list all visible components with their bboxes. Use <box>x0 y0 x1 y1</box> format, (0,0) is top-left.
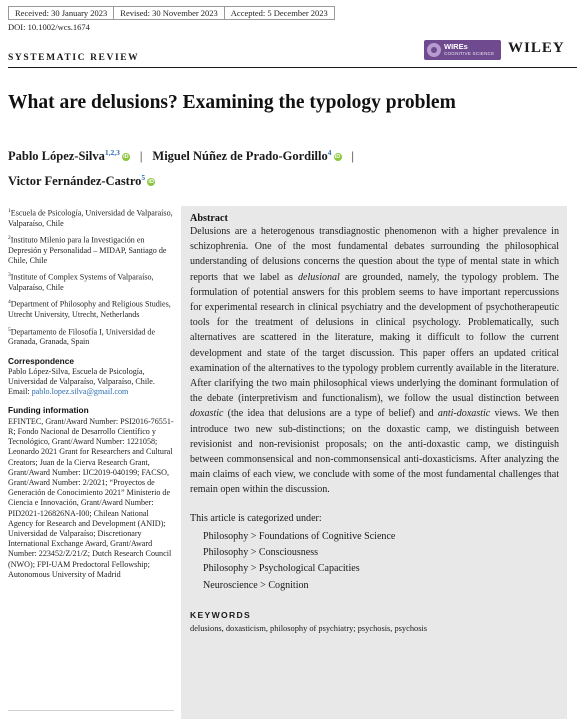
author-name: Victor Fernández-Castro <box>8 174 142 189</box>
category-list <box>190 529 559 595</box>
wires-journal-logo[interactable] <box>424 40 501 60</box>
categorization-intro: This article is categorized under: <box>190 512 322 524</box>
affiliation: $^4$Department of Philosophy and Religious Studies, Utrecht University, Utrecht, Netherlands <box>8 299 171 320</box>
affiliation: $^1$Escuela de Psicología, Universidad de Valparaíso, Valparaíso, Chile <box>8 208 173 228</box>
article-sidebar <box>8 206 174 580</box>
abstract-text: Delusions are a heterogenous transdiagnostic phenomenon with a higher prevalence in schizophrenia. One of the most fundamental debates surrounding the philosophical understanding of delusions concerns the question about the type of mental state in which reports that we label as delusional are grounded, namely, the typology problem. The formulation of potential answers for this problem seems to have important repercussions for experimental research in clinical psychiatry and the development of psychotherapeutic tools for the treatment of delusions in clinical psychology. Problematically, such alternatives are scattered in the literature, making it difficult to follow the current development and state of the target discussion. This paper offers an updated critical examination of the alternatives to the typology problem currently available in the literature. After clarifying the two main philosophical views underlying the dominant formulation of the debate (interpretivism and functionalism), we follow the usual distinction between doxastic (the idea that delusions are a type of belief) and anti-doxastic views. We then introduce two new sub-distinctions; on the doxastic camp, we distinguish between revisionist and non-revisionist proposals; on the anti-doxastic camp, we distinguish between commonsensical and non-commonsensical anti-doxasticisms. After analyzing the main claims of each view, we conclude with some of the most fundamental challenges that remain open within the discussion. <box>190 226 559 496</box>
category-item[interactable]: Philosophy > Consciousness <box>203 547 319 559</box>
funding-text: EFINTEC, Grant/Award Number: PSI2016-76551-R; Fondo Nacional de Desarrollo Científico y Tecnológico, Grant/Award Number: 1221058; Leonardo 2021 Grant for Researchers and Cultural Creators; Juan de la Cierva Research Grant, Grant/Award Number: IJC2019-040199; FACSO, Grant/Award Number: 2/2021; “Proyectos de Generación de Conocimiento 2021” Ministerio de Ciencia e Innovación, Grant/Award Number: PID2021-126826NA-I00; Chilean National Agency for Research and Development (ANID); Universidad de Valparaíso; Discretionary International Exchange Award, Grant/Award Number: 223452/Z/21/Z; Dutch Research Council (NWO); FPI-UAM Predoctoral Fellowship; Autonomous University of Madrid <box>8 416 174 579</box>
publisher-logo[interactable]: WILEY <box>508 40 565 56</box>
received-date: Received: 30 January 2023 <box>9 7 114 19</box>
correspondence-heading: Correspondence <box>8 355 74 366</box>
correspondence-text: Pablo López-Silva, Escuela de Psicología, Universidad de Valparaíso, Valparaíso, Chile. Email: pablo.lopez.silva@gmail.com <box>8 366 155 397</box>
author-affil-ref[interactable]: 4 <box>327 148 332 157</box>
article-title: What are delusions? Examining the typology problem <box>8 92 456 113</box>
author-1[interactable] <box>8 149 130 163</box>
author-separator: | <box>139 149 143 164</box>
affiliation: $^5$Departamento de Filosofía I, Universidad de Granada, Granada, Spain <box>8 326 156 347</box>
category-item[interactable]: Philosophy > Foundations of Cognitive Science <box>203 530 396 542</box>
author-list <box>8 142 568 192</box>
section-divider <box>8 67 577 68</box>
email-link[interactable]: pablo.lopez.silva@gmail.com <box>31 387 129 397</box>
sidebar-divider <box>8 710 174 711</box>
abstract-box <box>181 206 567 719</box>
affiliation: $^2$Instituto Milenio para la Investigación en Depresión y Personalidad – MIDAP, Santiago de Chile, Chile <box>8 235 167 266</box>
author-affil-ref[interactable]: 5 <box>141 173 146 183</box>
category-item[interactable]: Philosophy > Psychological Capacities <box>203 563 360 575</box>
wires-logo-icon <box>427 43 441 57</box>
category-item[interactable]: Neuroscience > Cognition <box>203 579 309 591</box>
doi[interactable]: DOI: 10.1002/wcs.1674 <box>8 22 90 32</box>
article-dates <box>8 6 335 20</box>
keywords-heading: KEYWORDS <box>190 610 252 621</box>
author-2[interactable] <box>152 149 341 163</box>
author-3[interactable] <box>8 174 155 188</box>
revised-date: Revised: 30 November 2023 <box>114 7 225 19</box>
keywords-text: delusions, doxasticism, philosophy of psychiatry; psychosis, psychosis <box>190 624 428 634</box>
funding-heading: Funding information <box>8 405 89 416</box>
orcid-icon[interactable]: iD <box>148 179 154 186</box>
section-label: SYSTEMATIC REVIEW <box>8 53 140 63</box>
journal-logo-line2: COGNITIVE SCIENCE <box>444 51 495 56</box>
affiliation: $^3$Institute of Complex Systems of Valparaíso, Valparaíso, Chile <box>8 272 154 293</box>
author-affil-ref[interactable]: 1,2,3 <box>104 148 120 157</box>
author-name: Pablo López-Silva <box>8 149 105 164</box>
journal-logo-line1: WIREs <box>444 42 468 51</box>
author-separator: | <box>351 149 355 164</box>
author-name: Miguel Núñez de Prado-Gordillo <box>152 149 328 164</box>
orcid-icon[interactable]: iD <box>334 154 341 161</box>
orcid-icon[interactable]: iD <box>123 154 129 161</box>
accepted-date: Accepted: 5 December 2023 <box>230 8 328 18</box>
abstract-heading: Abstract <box>190 213 228 224</box>
